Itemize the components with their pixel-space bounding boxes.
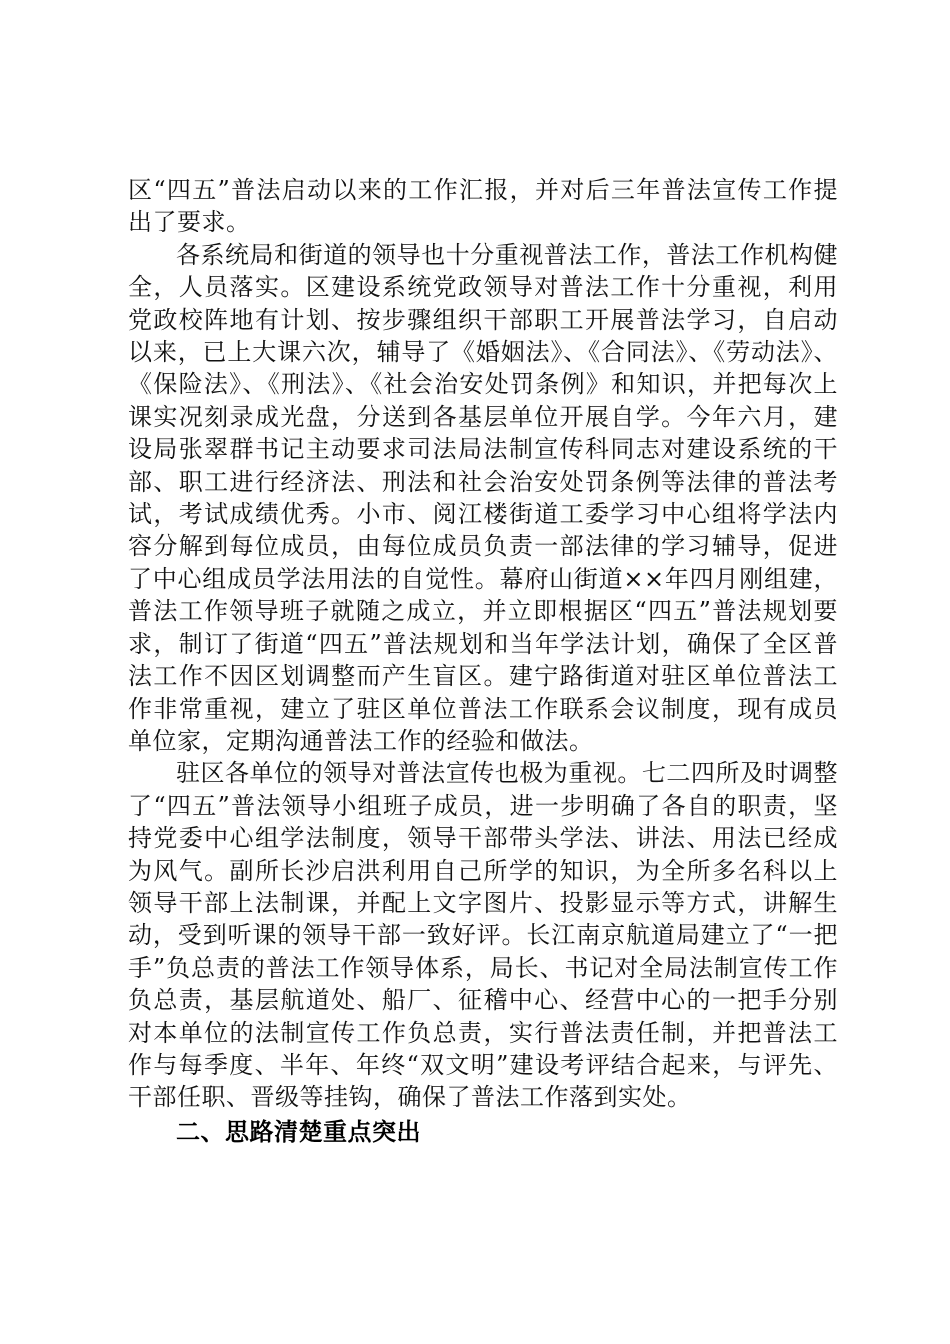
paragraph-resident-units: 驻区各单位的领导对普法宣传也极为重视。七二四所及时调整了“四五”普法领导小组班子成员，进一步明确了各自的职责，坚持党委中心组学法制度，领导干部带头学法、讲法、用法已经成为风气。副所长沙启洪利用自己所学的知识，为全所多名科以上领导干部上法制课，并配上文字图片、投影显示等方式，讲解生动，受到听课的领导干部一致好评。长江南京航道局建立了“一把手”负总责的普法工作领导体系，局长、书记对全局法制宣传工作负总责，基层航道处、船厂、征稽中心、经营中心的一把手分别对本单位的法制宣传工作负总责，实行普法责任制，并把普法工作与每季度、半年、年终“双文明”建设考评结合起来，与评先、干部任职、晋级等挂钩，确保了普法工作落到实处。 (128, 759, 838, 1112)
section-heading: 二、思路清楚重点突出 (176, 1117, 421, 1146)
paragraph-district-leadership: 各系统局和街道的领导也十分重视普法工作，普法工作机构健全，人员落实。区建设系统党政领导对普法工作十分重视，利用党政校阵地有计划、按步骤组织干部职工开展普法学习，自启动以来，已上大课六次，辅导了《婚姻法》、《合同法》、《劳动法》、《保险法》、《刑法》、《社会治安处罚条例》和知识，并把每次上课实况刻录成光盘，分送到各基层单位开展自学。今年六月，建设局张翠群书记主动要求司法局法制宣传科同志对建设系统的干部、职工进行经济法、刑法和社会治安处罚条例等法律的普法考试，考试成绩优秀。小市、阅江楼街道工委学习中心组将学法内容分解到每位成员，由每位成员负责一部法律的学习辅导，促进了中心组成员学法用法的自觉性。幕府山街道××年四月刚组建，普法工作领导班子就随之成立，并立即根据区“四五”普法规划要求，制订了街道“四五”普法规划和当年学法计划，确保了全区普法工作不因区划调整而产生盲区。建宁路街道对驻区单位普法工作非常重视，建立了驻区单位普法工作联系会议制度，现有成员单位家，定期沟通普法工作的经验和做法。 (128, 240, 838, 755)
document-body (128, 174, 838, 1150)
paragraph-continued: 区“四五”普法启动以来的工作汇报，并对后三年普法宣传工作提出了要求。 (128, 176, 838, 237)
